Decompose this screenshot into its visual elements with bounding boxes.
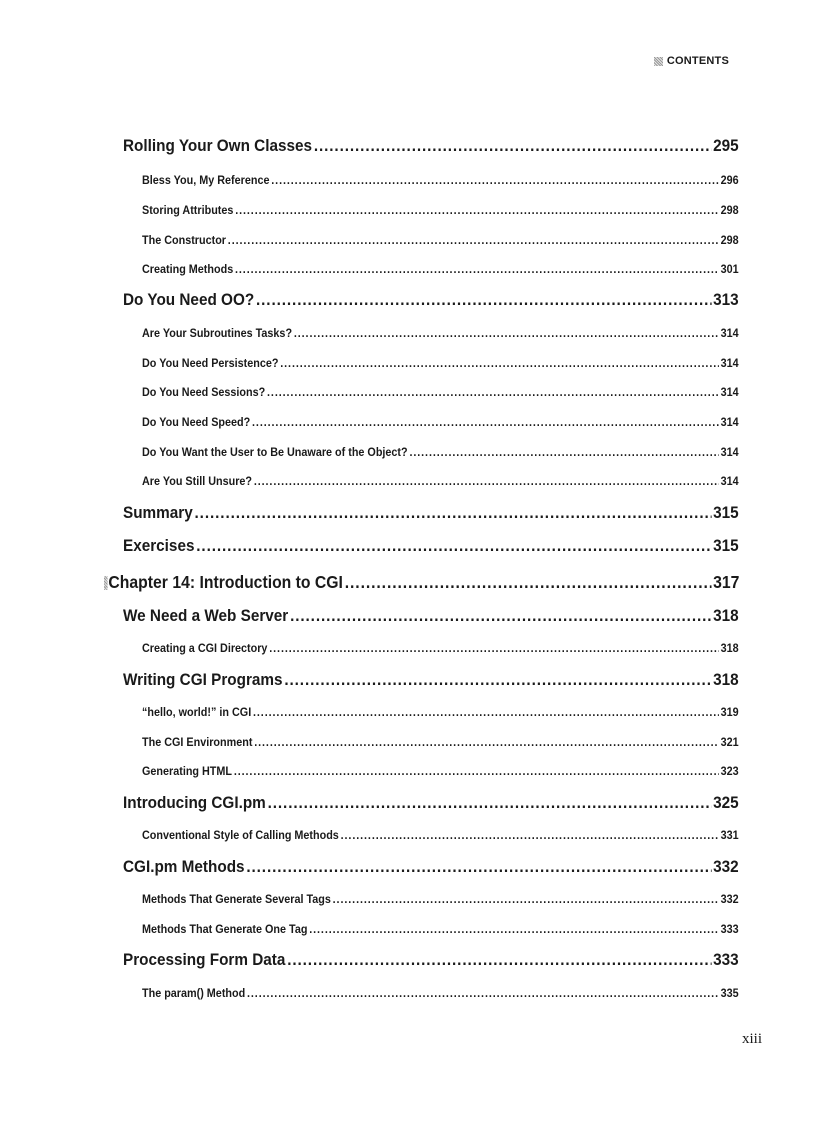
toc-entry-title: Do You Need OO? [123, 290, 255, 309]
dot-leader [247, 986, 719, 1000]
toc-entry-subsection[interactable] [142, 735, 739, 749]
toc-entry-title: Do You Want the User to Be Unaware of the Object? [142, 445, 408, 459]
section-marker-icon [654, 57, 663, 66]
toc-entry-title: Introducing CGI.pm [123, 793, 266, 812]
toc-entry-section[interactable] [123, 793, 739, 813]
toc-entry-subsection[interactable] [142, 415, 739, 429]
toc-entry-page: 317 [713, 572, 740, 592]
dot-leader [284, 670, 711, 690]
toc-entry-title: Creating a CGI Directory [142, 641, 268, 655]
toc-entry-subsection[interactable] [142, 173, 739, 187]
toc-entry-page: 314 [720, 356, 739, 370]
toc-entry-section[interactable] [123, 670, 739, 690]
toc-entry-subsection[interactable] [142, 474, 739, 488]
dot-leader [290, 606, 711, 626]
toc-entry-title: Do You Need Speed? [142, 415, 251, 429]
toc-entry-page: 335 [720, 986, 739, 1000]
toc-entry-title: Chapter 14: Introduction to CGI [108, 572, 343, 592]
toc-entry-subsection[interactable] [142, 326, 739, 340]
page-number: xiii [741, 1031, 762, 1047]
dot-leader [228, 233, 719, 247]
dot-leader [294, 326, 719, 340]
dot-leader [341, 828, 719, 842]
toc-entry-subsection[interactable] [142, 233, 739, 247]
dot-leader [254, 474, 719, 488]
dot-leader [280, 356, 719, 370]
dot-leader [271, 173, 719, 187]
toc-entry-title: Storing Attributes [142, 203, 234, 217]
dot-leader [409, 445, 718, 459]
dot-leader [235, 262, 719, 276]
toc-entry-page: 318 [713, 606, 739, 625]
toc-entry-page: 332 [720, 892, 739, 906]
dot-leader [246, 857, 711, 877]
dot-leader [253, 705, 719, 719]
toc-entry-title: Writing CGI Programs [123, 670, 283, 689]
toc-entry-subsection[interactable] [142, 445, 739, 459]
toc-entry-page: 296 [720, 173, 739, 187]
toc-entry-page: 301 [720, 262, 739, 276]
toc-entry-page: 331 [720, 828, 739, 842]
toc-entry-page: 318 [720, 641, 739, 655]
toc-entry-section[interactable] [123, 606, 739, 626]
toc-entry-section[interactable] [123, 536, 739, 556]
toc-entry-title: We Need a Web Server [123, 606, 289, 625]
toc-entry-title: CGI.pm Methods [123, 857, 245, 876]
running-head [654, 55, 729, 67]
toc-entry-subsection[interactable] [142, 356, 739, 370]
toc-entry-page: 318 [713, 670, 739, 689]
toc-entry-title: The Constructor [142, 233, 227, 247]
toc-entry-page: 314 [720, 385, 739, 399]
toc-entry-subsection[interactable] [142, 892, 739, 906]
dot-leader [234, 764, 719, 778]
toc-entry-section[interactable] [123, 950, 739, 970]
dot-leader [287, 950, 711, 970]
toc-entry-page: 298 [720, 233, 739, 247]
toc-entry-chapter[interactable] [104, 572, 739, 593]
toc-entry-section[interactable] [123, 857, 739, 877]
toc-entry-page: 315 [713, 536, 739, 555]
toc-entry-title: Methods That Generate Several Tags [142, 892, 331, 906]
toc-entry-page: 298 [720, 203, 739, 217]
toc-entry-title: Creating Methods [142, 262, 234, 276]
dot-leader [195, 503, 712, 523]
toc-entry-page: 314 [720, 415, 739, 429]
toc-entry-title: Generating HTML [142, 764, 233, 778]
dot-leader [269, 641, 719, 655]
toc-entry-subsection[interactable] [142, 986, 739, 1000]
toc-entry-page: 315 [713, 503, 739, 522]
toc-entry-subsection[interactable] [142, 705, 739, 719]
toc-entry-page: 325 [713, 793, 739, 812]
toc-entry-section[interactable] [123, 136, 739, 156]
toc-entry-page: 333 [720, 922, 739, 936]
toc-entry-title: Bless You, My Reference [142, 173, 270, 187]
toc-entry-subsection[interactable] [142, 385, 739, 399]
toc-entry-subsection[interactable] [142, 203, 739, 217]
toc-entry-title: Processing Form Data [123, 950, 286, 969]
toc-entry-title: Do You Need Sessions? [142, 385, 266, 399]
toc-entry-subsection[interactable] [142, 262, 739, 276]
dot-leader [252, 415, 719, 429]
toc-entry-title: Methods That Generate One Tag [142, 922, 308, 936]
toc-entry-section[interactable] [123, 503, 739, 523]
toc-entry-title: Exercises [123, 536, 195, 555]
toc-entry-section[interactable] [123, 290, 739, 310]
chapter-marker-icon [104, 576, 108, 590]
toc-entry-title: Are Your Subroutines Tasks? [142, 326, 293, 340]
toc-entry-page: 314 [720, 474, 739, 488]
dot-leader [314, 136, 711, 156]
toc-entry-page: 323 [720, 764, 739, 778]
toc-entry-title: Do You Need Persistence? [142, 356, 279, 370]
toc-entry-subsection[interactable] [142, 922, 739, 936]
toc-entry-page: 295 [713, 136, 739, 155]
toc-entry-title: “hello, world!” in CGI [142, 705, 252, 719]
dot-leader [256, 290, 711, 310]
dot-leader [309, 922, 719, 936]
toc-entry-title: The CGI Environment [142, 735, 253, 749]
toc-entry-page: 319 [720, 705, 739, 719]
toc-entry-page: 314 [720, 326, 739, 340]
toc-entry-title: Are You Still Unsure? [142, 474, 253, 488]
toc-entry-subsection[interactable] [142, 828, 739, 842]
dot-leader [267, 385, 719, 399]
toc-entry-page: 313 [713, 290, 739, 309]
toc-entry-page: 333 [713, 950, 739, 969]
dot-leader [235, 203, 719, 217]
toc-entry-title: Conventional Style of Calling Methods [142, 828, 339, 842]
dot-leader [196, 536, 711, 556]
toc-entry-subsection[interactable] [142, 641, 739, 655]
toc-entry-title: Rolling Your Own Classes [123, 136, 313, 155]
toc-entry-title: The param() Method [142, 986, 246, 1000]
running-head-text: CONTENTS [666, 55, 729, 67]
dot-leader [333, 892, 719, 906]
dot-leader [345, 572, 712, 593]
toc-entry-page: 332 [713, 857, 739, 876]
toc-entry-title: Summary [123, 503, 193, 522]
toc-entry-subsection[interactable] [142, 764, 739, 778]
toc-entry-page: 314 [720, 445, 739, 459]
toc-entry-page: 321 [720, 735, 739, 749]
dot-leader [268, 793, 712, 813]
dot-leader [254, 735, 719, 749]
